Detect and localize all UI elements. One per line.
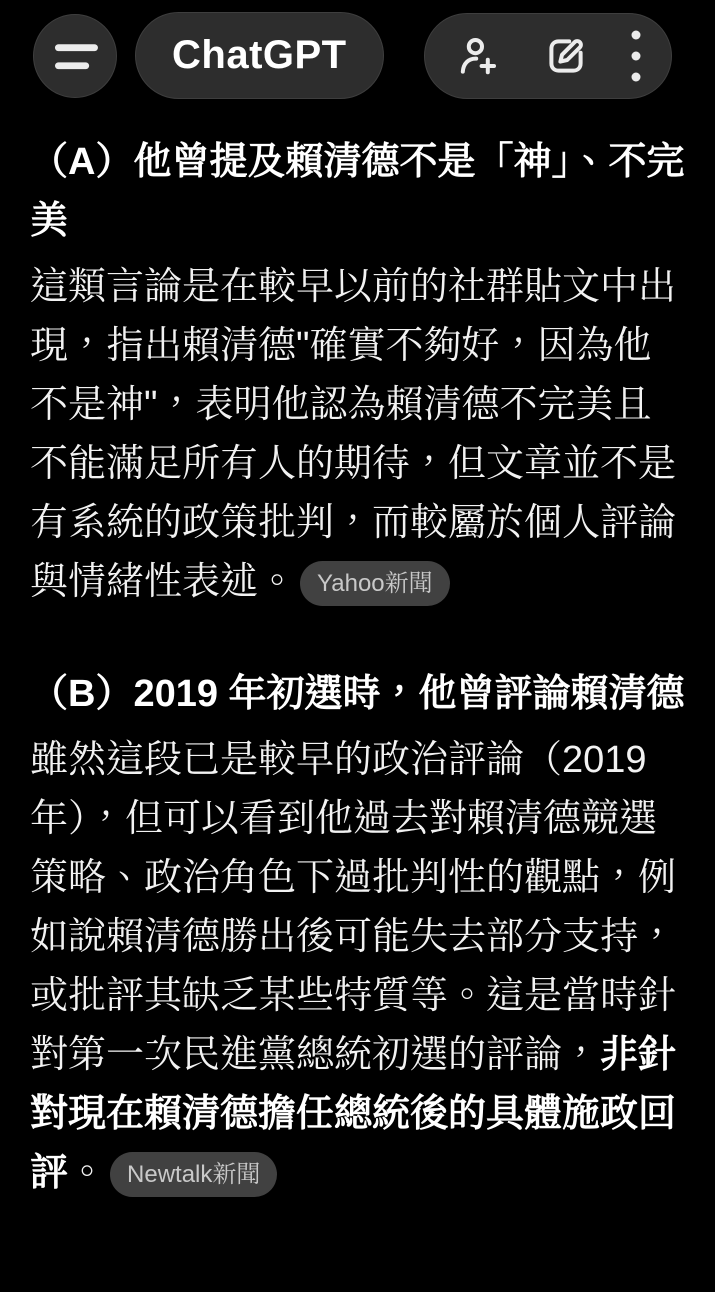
top-bar: [33, 12, 672, 99]
section-a-heading: （A）他曾提及賴清德不是「神」、不完美: [30, 141, 685, 242]
section-b-text-end: 。: [68, 1152, 107, 1194]
more-options-button[interactable]: [630, 29, 642, 83]
add-person-button[interactable]: [454, 32, 502, 80]
citation-badge-yahoo[interactable]: Yahoo新聞: [300, 561, 450, 606]
section-a-body: [30, 258, 685, 612]
person-add-icon: [454, 32, 502, 80]
menu-icon: [34, 14, 116, 98]
kebab-menu-icon: [630, 29, 642, 83]
section-a: [30, 133, 685, 612]
header-actions: [424, 13, 672, 99]
compose-button[interactable]: [542, 32, 590, 80]
section-b-heading: （B）2019 年初選時，他曾評論賴清德: [30, 673, 685, 715]
section-b-bold-text: 非針對現在賴清德擔任總統後的具體施政回評: [30, 1034, 677, 1194]
section-b-body: [30, 731, 685, 1203]
citation-badge-newtalk[interactable]: Newtalk新聞: [110, 1152, 277, 1197]
compose-icon: [542, 32, 590, 80]
section-a-text: 這類言論是在較早以前的社群貼文中出現，指出賴清德"確實不夠好，因為他不是神"，表明他認為賴清德不完美且不能滿足所有人的期待，但文章並不是有系統的政策批判，而較屬於個人評論與情緒性表述。: [30, 266, 677, 603]
model-label: ChatGPT: [172, 33, 347, 77]
model-selector-button[interactable]: [135, 12, 384, 99]
menu-button[interactable]: [33, 14, 117, 98]
section-b-text: 雖然這段已是較早的政治評論（2019 年），但可以看到他過去對賴清德競選策略、政治角色下過批判性的觀點，例如說賴清德勝出後可能失去部分支持，或批評其缺乏某些特質等。這是當時針對第一次民進黨總統初選的評論，: [30, 739, 677, 1076]
assistant-message: [30, 133, 685, 1203]
section-b: [30, 665, 685, 1203]
